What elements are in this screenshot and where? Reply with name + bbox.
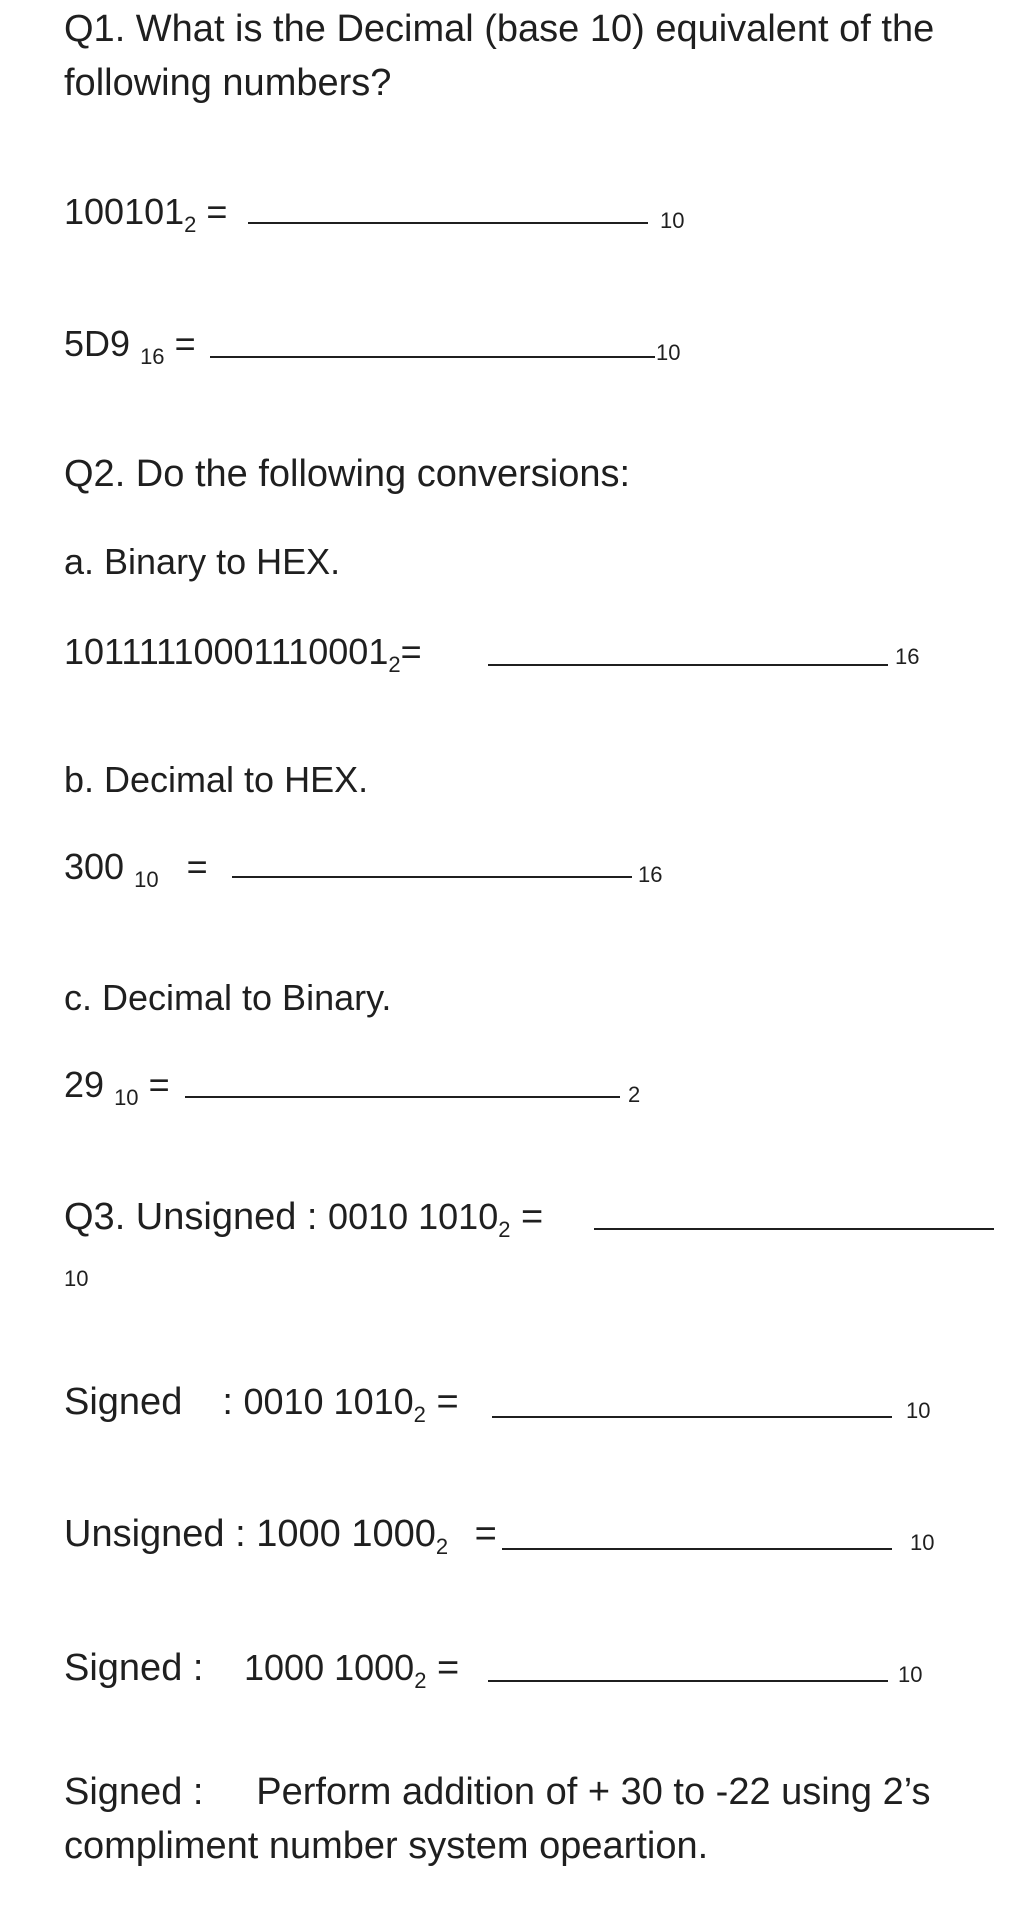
q2c-item bbox=[64, 1063, 170, 1112]
q3-row-4-equals: = bbox=[437, 1647, 460, 1689]
q3-row-4-base: 10 bbox=[898, 1662, 923, 1687]
q1-item-1 bbox=[64, 190, 227, 239]
q3-row-2-answer-line[interactable] bbox=[492, 1416, 892, 1418]
q1-item-1-number: 100101 bbox=[64, 191, 185, 232]
q2a-answer-line[interactable] bbox=[488, 664, 888, 666]
q2a-number-tail: 1 bbox=[368, 631, 389, 672]
q3-row-4-answer-line[interactable] bbox=[488, 1680, 888, 1682]
q2b-subscript: 10 bbox=[134, 867, 159, 892]
q1-item-2-subscript: 16 bbox=[140, 344, 165, 369]
q3-row-2-colon: : bbox=[222, 1381, 233, 1423]
q3-row-3-label: Unsigned : 1000 1000 bbox=[64, 1513, 436, 1555]
q3-row-2-number: 0010 1010 bbox=[243, 1381, 414, 1422]
q3-final-text: Perform addition of + 30 to -22 using 2’s compliment number system opeartion. bbox=[64, 1771, 931, 1867]
q1-item-2 bbox=[64, 322, 196, 371]
q3-row-4 bbox=[64, 1646, 459, 1695]
q2a-item bbox=[64, 630, 422, 679]
q3-row-3-base: 10 bbox=[910, 1530, 935, 1555]
q2c-number: 29 bbox=[64, 1064, 105, 1105]
q2b-item bbox=[64, 845, 208, 894]
q2a-base: 16 bbox=[895, 644, 920, 669]
q1-item-1-base: 10 bbox=[660, 208, 685, 233]
q2a-subscript: 2 bbox=[388, 652, 401, 677]
q2a-number: 1011111000111000 bbox=[64, 631, 369, 672]
q3-row-1-base: 10 bbox=[64, 1266, 89, 1291]
q2b-base: 16 bbox=[638, 862, 663, 887]
q3-row-4-label: Signed : bbox=[64, 1647, 204, 1689]
q3-row-2-base: 10 bbox=[906, 1398, 931, 1423]
q2b-answer-line[interactable] bbox=[232, 876, 632, 878]
q1-item-2-number: 5D9 bbox=[64, 323, 131, 364]
q1-item-2-answer-line[interactable] bbox=[210, 356, 655, 358]
q3-final bbox=[64, 1765, 1004, 1873]
q1-item-1-equals: = bbox=[206, 191, 228, 232]
q3-row-1-number: 0010 1010 bbox=[328, 1196, 499, 1237]
q3-row-1-subscript: 2 bbox=[498, 1217, 511, 1242]
q2b-equals: = bbox=[186, 846, 208, 887]
q2c-base: 2 bbox=[628, 1082, 641, 1107]
q2a-equals: = bbox=[400, 631, 422, 672]
q3-row-4-subscript: 2 bbox=[414, 1668, 427, 1693]
q2c-equals: = bbox=[148, 1064, 170, 1105]
q2c-answer-line[interactable] bbox=[185, 1096, 620, 1098]
q3-row-3 bbox=[64, 1512, 497, 1561]
q2c-label: c. Decimal to Binary. bbox=[64, 977, 392, 1018]
q3-row-4-number: 1000 1000 bbox=[244, 1647, 415, 1688]
q3-row-3-subscript: 2 bbox=[435, 1534, 449, 1559]
q3-row-2-equals: = bbox=[436, 1381, 459, 1423]
q2a-label: a. Binary to HEX. bbox=[64, 541, 341, 582]
q3-row-1-equals: = bbox=[521, 1196, 544, 1238]
q2c-subscript: 10 bbox=[114, 1085, 139, 1110]
q3-row-3-equals: = bbox=[474, 1513, 497, 1555]
question-1-title: Q1. What is the Decimal (base 10) equivalent of the following numbers? bbox=[64, 8, 935, 104]
q3-row-1-label: Q3. Unsigned : bbox=[64, 1196, 318, 1238]
q2b-number: 300 bbox=[64, 846, 125, 887]
q3-row-1 bbox=[64, 1195, 543, 1244]
q3-row-1-answer-line[interactable] bbox=[594, 1228, 994, 1230]
question-2-title: Q2. Do the following conversions: bbox=[64, 453, 631, 495]
q2b-label: b. Decimal to HEX. bbox=[64, 759, 369, 800]
q3-row-2 bbox=[64, 1380, 459, 1429]
q3-row-2-label: Signed bbox=[64, 1381, 183, 1423]
q1-item-1-answer-line[interactable] bbox=[248, 222, 648, 224]
q1-item-2-equals: = bbox=[174, 323, 196, 364]
q1-item-2-base: 10 bbox=[656, 340, 681, 365]
q1-item-1-subscript: 2 bbox=[184, 212, 197, 237]
q3-row-2-subscript: 2 bbox=[413, 1402, 426, 1427]
q3-final-label: Signed : bbox=[64, 1771, 204, 1813]
q3-row-3-answer-line[interactable] bbox=[502, 1548, 892, 1550]
